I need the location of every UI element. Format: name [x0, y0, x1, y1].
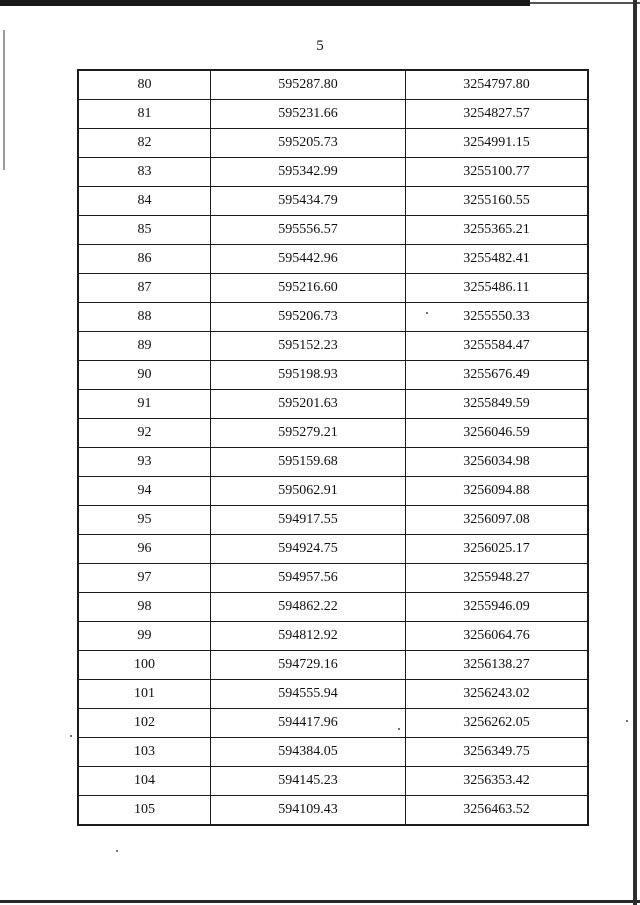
scan-border-top-tail [530, 2, 640, 4]
y-coordinate-cell: 3256262.05 [406, 709, 589, 738]
point-number-cell: 95 [78, 506, 211, 535]
table-row [78, 100, 588, 129]
y-coordinate-cell: 3255486.11 [406, 274, 589, 303]
y-coordinate-cell: 3256349.75 [406, 738, 589, 767]
scan-speck [626, 720, 628, 722]
point-number-cell: 81 [78, 100, 211, 129]
y-coordinate-cell: 3255482.41 [406, 245, 589, 274]
table-row [78, 187, 588, 216]
point-number-cell: 104 [78, 767, 211, 796]
table-row [78, 361, 588, 390]
table-row [78, 129, 588, 158]
y-coordinate-cell: 3256034.98 [406, 448, 589, 477]
x-coordinate-cell: 595205.73 [211, 129, 406, 158]
y-coordinate-cell: 3256138.27 [406, 651, 589, 680]
page-number: 5 [316, 38, 324, 54]
y-coordinate-cell: 3256094.88 [406, 477, 589, 506]
x-coordinate-cell: 595062.91 [211, 477, 406, 506]
y-coordinate-cell: 3254797.80 [406, 70, 589, 100]
point-number-cell: 85 [78, 216, 211, 245]
x-coordinate-cell: 594924.75 [211, 535, 406, 564]
y-coordinate-cell: 3256463.52 [406, 796, 589, 826]
point-number-cell: 92 [78, 419, 211, 448]
y-coordinate-cell: 3256243.02 [406, 680, 589, 709]
table-row [78, 274, 588, 303]
coordinate-table [77, 69, 589, 826]
table-row [78, 593, 588, 622]
table-row [78, 332, 588, 361]
point-number-cell: 98 [78, 593, 211, 622]
point-number-cell: 94 [78, 477, 211, 506]
table-row [78, 390, 588, 419]
x-coordinate-cell: 594812.92 [211, 622, 406, 651]
y-coordinate-cell: 3255584.47 [406, 332, 589, 361]
x-coordinate-cell: 595152.23 [211, 332, 406, 361]
x-coordinate-cell: 594145.23 [211, 767, 406, 796]
point-number-cell: 91 [78, 390, 211, 419]
x-coordinate-cell: 595231.66 [211, 100, 406, 129]
x-coordinate-cell: 595201.63 [211, 390, 406, 419]
table-row [78, 477, 588, 506]
y-coordinate-cell: 3255676.49 [406, 361, 589, 390]
table-row [78, 158, 588, 187]
table-row [78, 506, 588, 535]
table-row [78, 535, 588, 564]
x-coordinate-cell: 594862.22 [211, 593, 406, 622]
y-coordinate-cell: 3255948.27 [406, 564, 589, 593]
point-number-cell: 101 [78, 680, 211, 709]
y-coordinate-cell: 3255550.33 [406, 303, 589, 332]
x-coordinate-cell: 594109.43 [211, 796, 406, 826]
point-number-cell: 100 [78, 651, 211, 680]
y-coordinate-cell: 3256353.42 [406, 767, 589, 796]
point-number-cell: 84 [78, 187, 211, 216]
point-number-cell: 93 [78, 448, 211, 477]
coordinate-table-body [78, 70, 588, 825]
scan-border-bottom [0, 900, 640, 903]
point-number-cell: 105 [78, 796, 211, 826]
scan-speck [70, 735, 72, 737]
scan-border-right [633, 0, 637, 905]
x-coordinate-cell: 594417.96 [211, 709, 406, 738]
point-number-cell: 90 [78, 361, 211, 390]
point-number-cell: 82 [78, 129, 211, 158]
x-coordinate-cell: 594917.55 [211, 506, 406, 535]
point-number-cell: 86 [78, 245, 211, 274]
table-row [78, 70, 588, 100]
x-coordinate-cell: 595279.21 [211, 419, 406, 448]
y-coordinate-cell: 3255365.21 [406, 216, 589, 245]
point-number-cell: 83 [78, 158, 211, 187]
table-row [78, 680, 588, 709]
x-coordinate-cell: 595342.99 [211, 158, 406, 187]
table-row [78, 738, 588, 767]
table-row [78, 216, 588, 245]
table-row [78, 651, 588, 680]
x-coordinate-cell: 594555.94 [211, 680, 406, 709]
table-row [78, 419, 588, 448]
table-row [78, 564, 588, 593]
point-number-cell: 103 [78, 738, 211, 767]
y-coordinate-cell: 3254827.57 [406, 100, 589, 129]
table-row [78, 448, 588, 477]
table-row [78, 303, 588, 332]
x-coordinate-cell: 594384.05 [211, 738, 406, 767]
x-coordinate-cell: 595216.60 [211, 274, 406, 303]
point-number-cell: 97 [78, 564, 211, 593]
y-coordinate-cell: 3254991.15 [406, 129, 589, 158]
x-coordinate-cell: 595556.57 [211, 216, 406, 245]
table-row [78, 245, 588, 274]
point-number-cell: 96 [78, 535, 211, 564]
y-coordinate-cell: 3256097.08 [406, 506, 589, 535]
table-row [78, 709, 588, 738]
point-number-cell: 87 [78, 274, 211, 303]
table-row [78, 796, 588, 826]
y-coordinate-cell: 3256025.17 [406, 535, 589, 564]
x-coordinate-cell: 595206.73 [211, 303, 406, 332]
y-coordinate-cell: 3255100.77 [406, 158, 589, 187]
scan-border-top [0, 0, 530, 6]
y-coordinate-cell: 3256064.76 [406, 622, 589, 651]
x-coordinate-cell: 595434.79 [211, 187, 406, 216]
y-coordinate-cell: 3255849.59 [406, 390, 589, 419]
point-number-cell: 88 [78, 303, 211, 332]
point-number-cell: 89 [78, 332, 211, 361]
x-coordinate-cell: 595198.93 [211, 361, 406, 390]
x-coordinate-cell: 595442.96 [211, 245, 406, 274]
x-coordinate-cell: 594957.56 [211, 564, 406, 593]
x-coordinate-cell: 595287.80 [211, 70, 406, 100]
y-coordinate-cell: 3256046.59 [406, 419, 589, 448]
scan-speck [116, 850, 118, 852]
point-number-cell: 99 [78, 622, 211, 651]
x-coordinate-cell: 595159.68 [211, 448, 406, 477]
table-row [78, 622, 588, 651]
point-number-cell: 102 [78, 709, 211, 738]
x-coordinate-cell: 594729.16 [211, 651, 406, 680]
point-number-cell: 80 [78, 70, 211, 100]
y-coordinate-cell: 3255946.09 [406, 593, 589, 622]
y-coordinate-cell: 3255160.55 [406, 187, 589, 216]
table-row [78, 767, 588, 796]
